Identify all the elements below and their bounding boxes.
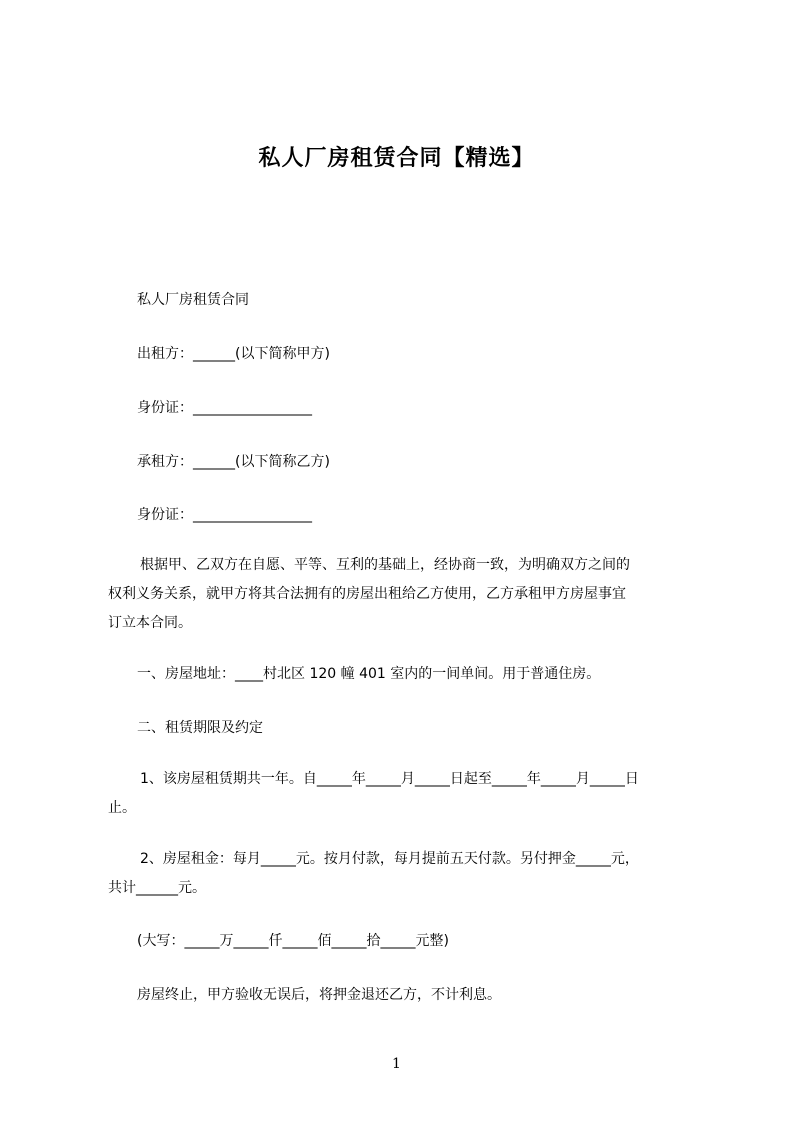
intro-line: 订立本合同。 bbox=[108, 615, 192, 631]
lessee-id-line: 身份证：_________________ bbox=[137, 507, 312, 523]
intro-line: 根据甲、乙双方在自愿、平等、互利的基础上，经协商一致，为明确双方之间的 bbox=[140, 557, 630, 573]
term-item-line: 止。 bbox=[108, 800, 136, 816]
contract-subtitle: 私人厂房租赁合同 bbox=[137, 292, 249, 308]
rent-item-paragraph bbox=[108, 845, 639, 903]
term-item-line: 1、该房屋租赁期共一年。自_____年_____月_____日起至_____年_____月_____日 bbox=[140, 771, 639, 787]
lessor-line: 出租方：______(以下简称甲方) bbox=[137, 346, 330, 362]
page-number: 1 bbox=[392, 1056, 401, 1072]
intro-line: 权利义务关系，就甲方将其合法拥有的房屋出租给乙方使用，乙方承租甲方房屋事宜 bbox=[108, 586, 626, 602]
clause-address: 一、房屋地址：____村北区 120 幢 401 室内的一间单间。用于普通住房。 bbox=[137, 666, 601, 682]
term-item-paragraph bbox=[108, 765, 639, 823]
deposit-note-line: 房屋终止，甲方验收无误后，将押金退还乙方，不计利息。 bbox=[137, 987, 501, 1003]
clause-term-heading: 二、租赁期限及约定 bbox=[137, 720, 263, 736]
lessor-id-line: 身份证：_________________ bbox=[137, 400, 312, 416]
intro-paragraph bbox=[108, 551, 630, 638]
document-title: 私人厂房租赁合同【精选】 bbox=[258, 146, 535, 171]
rent-item-line: 2、房屋租金：每月_____元。按月付款，每月提前五天付款。另付押金_____元， bbox=[140, 851, 639, 867]
lessee-line: 承租方：______(以下简称乙方) bbox=[137, 454, 330, 470]
rent-item-line: 共计______元。 bbox=[108, 880, 206, 896]
capital-amount-line: (大写：_____万_____仟_____佰_____拾_____元整) bbox=[137, 933, 449, 949]
